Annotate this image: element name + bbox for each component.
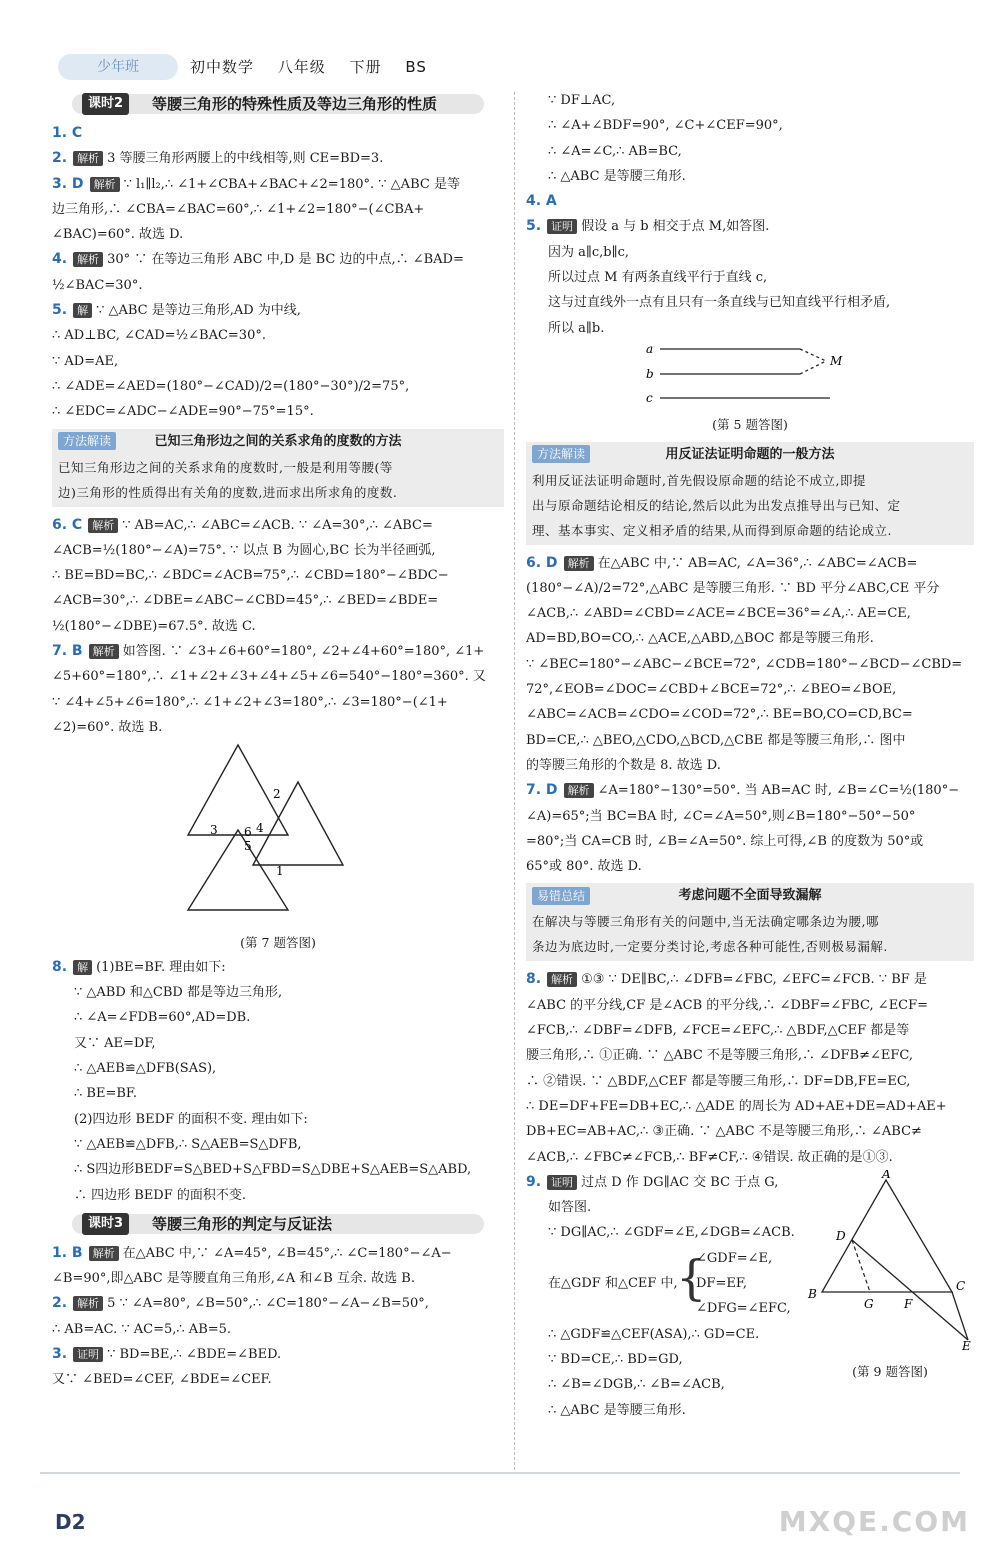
answer-text: 72°,∠EOB=∠DOC=∠CBD+∠BCE=72°,∴ ∠BEO=∠BOE, [526,682,897,698]
answer-text: ∠ACB=½(180°−∠A)=75°. ∵ 以点 B 为圆心,BC 长为半径画弧, [52,542,436,558]
answer-text: 如答图. ∵ ∠3+∠6+60°=180°, ∠2+∠4+60°=180°, ∠1+ [122,644,485,660]
method-title: 用反证法证明命题的一般方法 [665,446,835,462]
answer-text: ∵ BD=BE,∴ ∠BDE=∠BED. [107,1346,282,1362]
answer-text: ∵ △AEB≌△DFB,∴ S△AEB=S△DFB, [74,1136,302,1152]
proof-tag: 证明 [73,1347,103,1362]
method-label: 易错总结 [532,887,590,905]
answer-text: (2)四边形 BEDF 的面积不变. 理由如下: [74,1111,308,1127]
line-label: c [646,390,653,403]
answer-number: 4. [52,251,68,268]
lesson-2-header [52,90,504,117]
lesson-title: 等腰三角形的判定与反证法 [152,1214,333,1233]
right-column [526,88,974,1418]
lesson-3-header [52,1210,504,1237]
answer-text: (1)BE=BF. 理由如下: [96,959,226,975]
answer-r8 [526,967,974,992]
method-label: 方法解读 [532,445,590,463]
method-box-header [532,883,968,909]
answer-l3-3 [52,1342,504,1367]
answer-text: ∠5+60°=180°,∴ ∠1+∠2+∠3+∠4+∠5+∠6=540°−180°=360°. 又 [52,669,486,685]
answer-text: ∴ AD⊥BC, ∠CAD=½∠BAC=30°. [52,328,266,344]
answer-text: ∠ACB=30°,∴ ∠DBE=∠ABC−∠CBD=45°,∴ ∠BED=∠BDE= [52,593,439,609]
answer-text: ∠ABC 的平分线,CF 是∠ACB 的平分线,∴ ∠DBF=∠FBC, ∠ECF= [526,997,929,1013]
answer-text: 3 等腰三角形两腰上的中线相等,则 CE=BD=3. [107,151,384,167]
answer-4 [52,247,504,272]
answer-text: ∠ABC=∠ACB=∠CDO=∠COD=72°,∴ BE=BO,CO=CD,BC= [526,707,913,723]
answer-number: 2. [52,1295,68,1312]
answer-text: 边三角形,∴ ∠CBA=∠BAC=60°,∴ ∠1+∠2=180°−(∠CBA+ [52,201,425,217]
method-text: 利用反证法证明命题时,首先假设原命题的结论不成立,即提 [532,472,866,488]
answer-text: 如答图. [548,1200,592,1216]
method-label: 方法解读 [58,432,116,450]
answer-text: AD=BD,BO=CO,∴ △ACE,△ABD,△BOC 都是等腰三角形. [526,631,874,647]
angle-label: 2 [273,787,281,802]
answer-text: ∵ △ABD 和△CBD 都是等边三角形, [74,985,283,1001]
method-text: 出与原命题结论相反的结论,然后以此为出发点推导出与已知、定 [532,497,901,513]
watermark: MXQE.COM [778,1505,970,1538]
proof-tag: 证明 [547,1175,577,1190]
answer-number: 3. [52,1345,68,1362]
point-label: G [864,1296,874,1311]
answer-text: ∴ △ABC 是等腰三角形. [548,1402,686,1418]
answer-text: BD=CE,∴ △BEO,△CDO,△BCD,△CBE 都是等腰三角形,∴ 图中 [526,732,906,748]
answer-text: 又∵ ∠BED=∠CEF, ∠BDE=∠CEF. [52,1372,272,1388]
analysis-tag: 解析 [73,252,103,267]
header-info [190,56,445,77]
answer-text: ∴ ②错误. ∵ △BDF,△CEF 都是等腰三角形,∴ DF=DB,FE=EC, [526,1073,911,1089]
answer-text: ∵ AB=AC,∴ ∠ABC=∠ACB. ∵ ∠A=30°,∴ ∠ABC= [122,517,433,533]
answer-text: 5 ∵ ∠A=80°, ∠B=50°,∴ ∠C=180°−∠A−∠B=50°, [107,1296,429,1312]
answer-number: 2. [52,150,68,167]
method-text: 边)三角形的性质得出有关角的度数,进而求出所求角的度数. [58,484,398,500]
answer-text: ∴ ∠ADE=∠AED=(180°−∠CAD)/2=(180°−30°)/2=75°, [52,378,410,394]
answer-text: (180°−∠A)/2=72°,△ABC 是等腰三角形. ∵ BD 平分∠ABC,CE 平分 [526,580,940,596]
figure-9 [806,1170,974,1385]
column-divider [514,92,515,1470]
answer-text: ∴ ∠B=∠DGB,∴ ∠B=∠ACB, [548,1377,725,1393]
answer-text: ∵ l₁∥l₂,∴ ∠1+∠CBA+∠BAC+∠2=180°. ∵ △ABC 是等 [123,176,460,192]
lesson-title: 等腰三角形的特殊性质及等边三角形的性质 [152,95,438,113]
point-label: B [808,1286,817,1301]
answer-text: ∠A)=65°;当 BC=BA 时, ∠C=∠A=50°,则∠B=180°−50°−50° [526,808,916,824]
method-text: 理、基本事实、定义相矛盾的结果,从而得到原命题的结论成立. [532,522,892,538]
answer-number: 1. B [52,1244,83,1261]
answer-text: 假设 a 与 b 相交于点 M,如答图. [581,219,770,235]
analysis-tag: 解析 [88,518,118,533]
answer-text: ∠FCB,∴ ∠DBF=∠DFB, ∠FCE=∠EFC,∴ △BDF,△CEF 都是等 [526,1023,910,1039]
answer-text: ½∠BAC=30°. [52,277,143,293]
answer-text: ∠ACB,∴ ∠FBC≠∠FCB,∴ BF≠CF,∴ ④错误. 故正确的是①③. [526,1149,893,1165]
series-logo: 少年班 [58,54,178,80]
answer-text: ∠2)=60°. 故选 B. [52,719,163,735]
answer-6 [52,513,504,538]
answer-text: 的等腰三角形的个数是 8. 故选 D. [526,757,721,773]
answer-number: 5. [526,218,542,235]
answer-number: 3. D [52,175,84,192]
answer-text: ∵ ∠BEC=180°−∠ABC−∠BCE=72°, ∠CDB=180°−∠BCD−∠CBD= [526,656,963,672]
figure-5 [526,341,974,438]
answer-text: ∵ AD=AE, [52,353,119,369]
answer-text: ∴ △GDF≌△CEF(ASA),∴ GD=CE. [548,1326,760,1342]
answer-number: 1. C [52,125,83,141]
answer-text: 在△ABC 中,∵ ∠A=45°, ∠B=45°,∴ ∠C=180°−∠A− [122,1245,452,1261]
answer-text: ∵ BD=CE,∴ BD=GD, [548,1351,683,1367]
answer-text: ∴ DE=DF+FE=DB+EC,∴ △ADE 的周长为 AD+AE+DE=AD+AE+ [526,1098,947,1114]
point-label: F [904,1296,913,1311]
answer-text: 在△GDF 和△CEF 中, [548,1275,678,1291]
method-box-2 [526,442,974,545]
line-label: b [646,366,654,381]
answer-text: ∠ACB,∴ ∠ABD=∠CBD=∠ACE=∠BCE=36°=∠A,∴ AE=CE, [526,606,911,622]
answer-r7 [526,778,974,803]
error-summary-box [526,883,974,961]
header-grade: 八年级 [277,58,326,76]
analysis-tag: 解析 [547,972,577,987]
answer-text: 过点 D 作 DG∥AC 交 BC 于点 G, [581,1174,779,1190]
congruence-system [526,1246,796,1322]
figure-7 [52,740,504,955]
analysis-tag: 解析 [89,1246,119,1261]
answer-number: 7. B [52,643,83,660]
answer-text: 又∵ AE=DF, [74,1035,156,1051]
answer-r9 [526,1170,796,1423]
solution-tag: 解 [73,303,92,318]
answer-text: ½(180°−∠DBE)=67.5°. 故选 C. [52,618,256,634]
answer-text: ∴ S四边形BEDF=S△BED+S△FBD=S△DBE+S△AEB=S△ABD, [74,1162,472,1178]
answer-l3-2 [52,1291,504,1316]
answer-text: ∴ ∠A+∠BDF=90°, ∠C+∠CEF=90°, [548,118,783,134]
answer-text: ∠B=90°,即△ABC 是等腰直角三角形,∠A 和∠B 互余. 故选 B. [52,1271,415,1287]
line-label: a [646,341,654,356]
angle-label: 1 [276,864,284,879]
answer-text: DF=EF, [696,1275,747,1291]
answer-text: ∴ ∠EDC=∠ADC−∠ADE=90°−75°=15°. [52,404,314,420]
answer-5 [52,298,504,323]
answer-text: ∵ △ABC 是等边三角形,AD 为中线, [96,303,301,319]
figure-caption: (第 7 题答图) [240,934,316,950]
answer-1 [52,121,504,146]
answer-text: 65°或 80°. 故选 D. [526,859,642,875]
answer-number: 8. [52,958,68,975]
answer-text: ∴ △AEB≌△DFB(SAS), [74,1061,217,1077]
header-edition: BS [405,58,427,76]
lesson-label: 课时3 [82,1213,129,1235]
answer-number: 7. D [526,782,558,799]
answer-text: ∴ AB=AC. ∵ AC=5,∴ AB=5. [52,1321,232,1337]
answer-text: ∠DFG=∠EFC, [696,1301,791,1317]
triangle-proof-diagram [806,1170,974,1350]
left-column [52,88,504,1393]
answer-text: ∴ 四边形 BEDF 的面积不变. [74,1187,247,1203]
answer-text: 所以过点 M 有两条直线平行于直线 c, [548,270,768,286]
analysis-tag: 解析 [90,177,120,192]
answer-text: ∴ BE=BD=BC,∴ ∠BDC=∠ACB=75°,∴ ∠CBD=180°−∠BDC− [52,568,449,584]
answer-text: 因为 a∥c,b∥c, [548,244,630,260]
answer-r4 [526,189,974,214]
answer-text: ∵ DF⊥AC, [548,93,616,108]
figure-caption: (第 5 题答图) [712,417,788,433]
method-text: 条边为底边时,一定要分类讨论,考虑各种可能性,否则极易漏解. [532,939,888,955]
page-header [40,52,960,82]
answer-l3-1 [52,1241,504,1266]
answer-text: 在△ABC 中,∵ AB=AC, ∠A=36°,∴ ∠ABC=∠ACB= [597,555,918,571]
analysis-tag: 解析 [89,644,119,659]
answer-7 [52,639,504,664]
page-number: D2 [55,1510,86,1534]
answer-number: 4. A [526,193,557,210]
point-label: D [836,1228,846,1243]
angle-label: 6 [244,825,252,840]
answer-text: ∠GDF=∠E, [696,1250,773,1266]
analysis-tag: 解析 [73,151,103,166]
analysis-tag: 解析 [564,783,594,798]
answer-text: ∴ △ABC 是等腰三角形. [548,168,686,184]
answer-text: ①③ ∵ DE∥BC,∴ ∠DFB=∠FBC, ∠EFC=∠FCB. ∵ BF 是 [581,972,927,988]
analysis-tag: 解析 [564,556,594,571]
answer-text: ∴ ∠A=∠FDB=60°,AD=DB. [74,1010,251,1026]
answer-text: DB+EC=AB+AC,∴ ③正确. ∵ △ABC 不是等腰三角形,∴ ∠ABC≠ [526,1124,922,1140]
answer-text: 所以 a∥b. [548,320,605,336]
answer-text: 腰三角形,∴ ①正确. ∵ △ABC 不是等腰三角形,∴ ∠DFB≠∠EFC, [526,1048,913,1064]
method-title: 已知三角形边之间的关系求角的度数的方法 [154,433,402,449]
point-label: C [956,1278,966,1293]
method-box-1 [52,429,504,507]
angle-label: 3 [210,823,218,838]
answer-number: 9. [526,1173,542,1190]
method-title: 考虑问题不全面导致漏解 [678,888,822,904]
answer-text: =80°;当 CA=CB 时, ∠B=∠A=50°. 综上可得,∠B 的度数为 50°或 [526,833,924,849]
footer-line [40,1472,960,1474]
angle-label: 5 [244,839,252,854]
angle-label: 4 [256,821,264,836]
answer-text: 这与过直线外一点有且只有一条直线与已知直线平行相矛盾, [548,295,891,311]
answer-number: 6. C [52,516,83,533]
answer-r5 [526,214,974,239]
answer-text: ∠A=180°−130°=50°. 当 AB=AC 时, ∠B=∠C=½(180°− [597,783,960,799]
point-label: A [882,1169,891,1181]
answer-r9-block [526,1169,974,1418]
parallel-lines-diagram [640,341,860,403]
figure-caption: (第 9 题答图) [852,1364,928,1380]
method-box-header [532,442,968,468]
header-volume: 下册 [349,58,382,76]
answer-r6 [526,551,974,576]
solution-tag: 解 [73,960,92,975]
answer-3 [52,172,504,197]
answer-text: ∴ ∠A=∠C,∴ AB=BC, [548,143,682,159]
triangles-diagram [178,740,378,920]
answer-text: ∠BAC)=60°. 故选 D. [52,227,184,243]
answer-number: 5. [52,302,68,319]
point-label: E [962,1338,971,1350]
header-subject: 初中数学 [190,58,255,76]
brace-conditions [696,1246,791,1322]
answer-text: 30° ∵ 在等边三角形 ABC 中,D 是 BC 边的中点,∴ ∠BAD= [107,252,464,268]
point-label: M [830,353,843,368]
answer-2 [52,146,504,171]
answer-8 [52,955,504,980]
answer-text: ∵ DG∥AC,∴ ∠GDF=∠E,∠DGB=∠ACB. [548,1225,795,1241]
brace: { [676,1249,707,1306]
lesson-label: 课时2 [82,93,129,115]
method-text: 在解决与等腰三角形有关的问题中,当无法确定哪条边为腰,哪 [532,914,879,930]
method-text: 已知三角形边之间的关系求角的度数时,一般是利用等腰(等 [58,459,393,475]
answer-number: 6. D [526,554,558,571]
answer-number: 8. [526,971,542,988]
analysis-tag: 解析 [73,1296,103,1311]
method-box-header [58,429,498,455]
answer-text: ∴ BE=BF. [74,1086,138,1102]
proof-tag: 证明 [547,219,577,234]
answer-text: ∵ ∠4+∠5+∠6=180°,∴ ∠1+∠2+∠3=180°,∴ ∠3=180°−(∠1+ [52,694,448,710]
